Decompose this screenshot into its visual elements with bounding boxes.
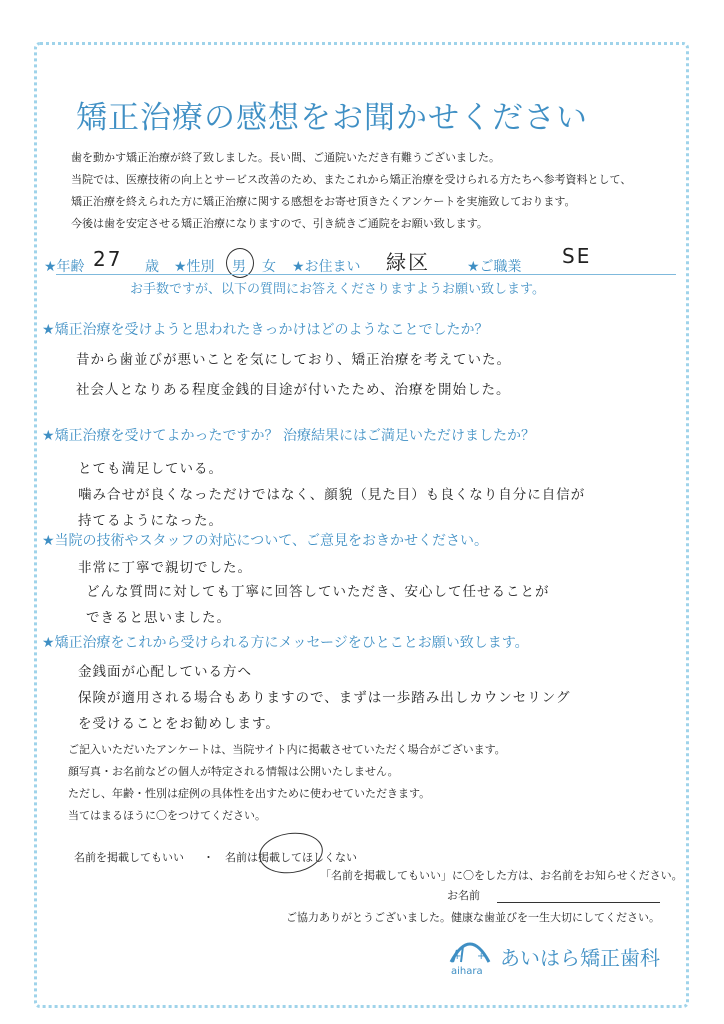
question-3: ★当院の技術やスタッフの対応について、ご意見をおきかせください。 — [42, 533, 488, 549]
job-label: ★ご職業 — [467, 259, 522, 275]
gender-male: 男 — [232, 259, 246, 275]
question-1: ★矯正治療を受けようと思われたきっかけはどのようなことでしたか？ — [42, 322, 489, 338]
consent-option-yes: 名前を掲載してもいい — [74, 851, 184, 864]
answer-2-line-3: 持てるようになった。 — [78, 513, 223, 529]
answer-3-line-3: できると思いました。 — [86, 610, 231, 626]
name-label: お名前 — [447, 889, 480, 902]
age-unit: 歳 — [145, 259, 159, 275]
closing-message: ご協力ありがとうございました。健康な歯並びを一生大切にしてください。 — [286, 911, 660, 924]
intro-line-1: 歯を動かす矯正治療が終了致しました。長い間、ご通院いただき有難うございました。 — [71, 151, 500, 164]
page-title: 矯正治療の感想をお聞かせください — [76, 100, 588, 136]
question-4: ★矯正治療をこれから受けられる方にメッセージをひとことお願い致します。 — [42, 635, 529, 651]
notice-line-4: 当てはまるほうに〇をつけてください。 — [68, 809, 266, 822]
notice-line-2: 顔写真・お名前などの個人が特定される情報は公開いたしません。 — [68, 765, 399, 778]
answer-4-line-1: 金銭面が心配している方へ — [78, 664, 252, 680]
age-label: ★年齢 — [44, 259, 85, 275]
answer-1-line-2: 社会人となりある程度金銭的目途が付いたため、治療を開始した。 — [76, 382, 511, 398]
gender-female: 女 — [262, 259, 276, 275]
intro-line-2: 当院では、医療技術の向上とサービス改善のため、またこれから矯正治療を受けられる方たちへ参考資料として、 — [71, 173, 632, 186]
answer-3-line-2: どんな質問に対しても丁寧に回答していただき、安心して任せることが — [86, 584, 550, 600]
consent-name-note: 「名前を掲載してもいい」に〇をした方は、お名前をお知らせください。 — [320, 869, 683, 882]
answer-2-line-1: とても満足している。 — [78, 461, 223, 477]
svg-text:+: + — [477, 951, 486, 962]
gender-label: ★性別 — [174, 259, 215, 275]
request-note: お手数ですが、以下の質問にお答えくださりますようお願い致します。 — [130, 282, 545, 297]
notice-line-1: ご記入いただいたアンケートは、当院サイト内に掲載させていただく場合がございます。 — [68, 743, 506, 756]
intro-line-4: 今後は歯を安定させる矯正治療になりますので、引き続きご通院をお願い致します。 — [71, 217, 488, 230]
intro-line-3: 矯正治療を終えられた方に矯正治療に関する感想をお寄せ頂きたくアンケートを実施致しております。 — [71, 195, 576, 208]
consent-option-no: 名前は掲載してほしくない — [225, 851, 357, 864]
logo-sub: aihara — [451, 966, 483, 977]
consent-separator: ・ — [203, 851, 214, 864]
notice-line-3: ただし、年齢・性別は症例の具体性を出すために使わせていただきます。 — [68, 787, 431, 800]
answer-3-line-1: 非常に丁寧で親切でした。 — [78, 560, 252, 576]
answer-4-line-3: を受けることをお勧めします。 — [78, 716, 280, 732]
residence-value: 緑区 — [386, 250, 430, 274]
logo-name: あいはら矯正歯科 — [500, 946, 660, 970]
age-value: 27 — [93, 247, 123, 271]
answer-2-line-2: 噛み合せが良くなっただけではなく、顔貌（見た目）も良くなり自分に自信が — [78, 487, 586, 503]
fields-underline — [56, 274, 676, 275]
question-2: ★矯正治療を受けてよかったですか？ 治療結果にはご満足いただけましたか？ — [42, 428, 535, 444]
answer-1-line-1: 昔から歯並びが悪いことを気にしており、矯正治療を考えていた。 — [76, 352, 511, 368]
job-value: SE — [562, 244, 592, 268]
name-line — [497, 902, 660, 903]
answer-4-line-2: 保険が適用される場合もありますので、まずは一歩踏み出しカウンセリング — [78, 690, 571, 706]
svg-text:+: + — [453, 951, 462, 962]
residence-label: ★お住まい — [292, 259, 361, 275]
